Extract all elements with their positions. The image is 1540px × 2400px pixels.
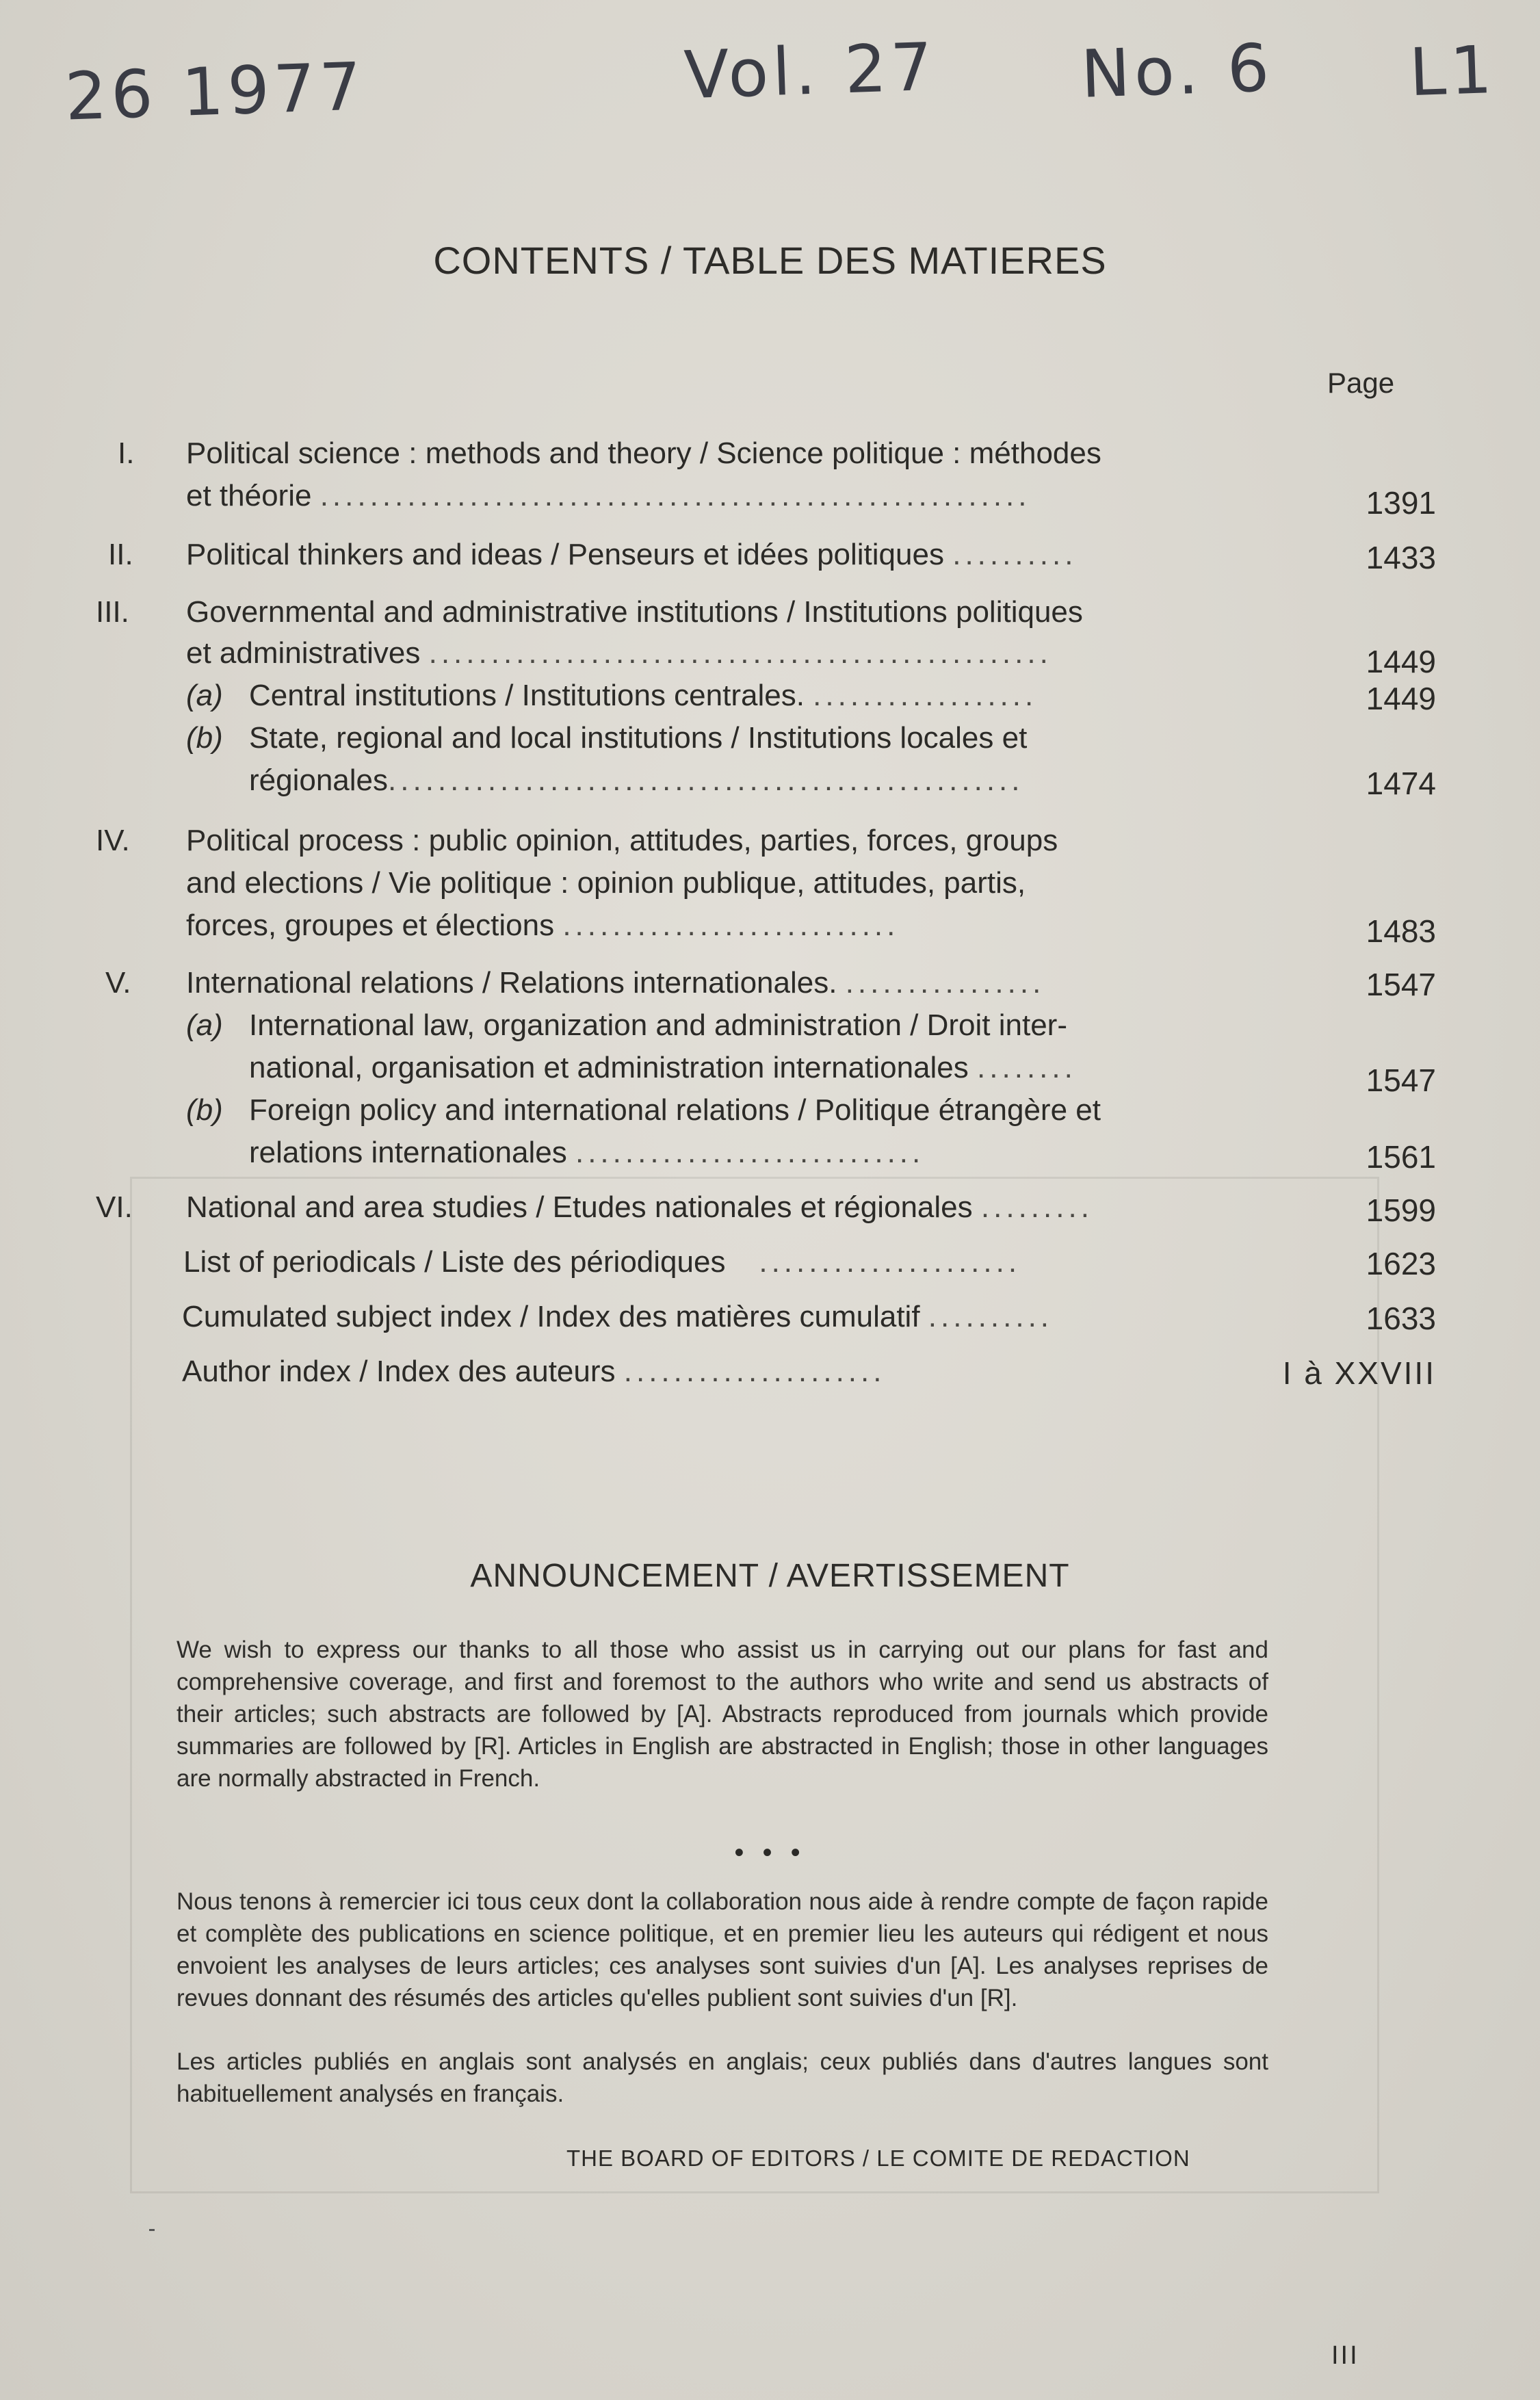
toc-entry-line: forces, groupes et élections ........................... xyxy=(186,909,900,942)
stray-mark xyxy=(149,2229,155,2231)
toc-page-number: I à XXVIII xyxy=(1282,1355,1436,1391)
announcement-french: Nous tenons à remercier ici tous ceux dont la collaboration nous aide à rendre compte de façon rapide et complète des publications en science politique, et en premier lieu les auteurs qui rédigent et nous envoient les analyses de leurs articles; ces analyses sont suivies d'un [A]. Les analyses reprises de revues donnant des résumés des articles qu'elles publient sont suivies d'un [R]. xyxy=(177,1888,1268,2011)
toc-entry-line: et théorie ......................................................... xyxy=(186,479,1031,512)
announcement-english: We wish to express our thanks to all those who assist us in carrying out our plans for fast and comprehensive coverage, and first and foremost to the authors who write and send us abstracts of their articles; such abstracts are followed by [A]. Abstracts reproduced from journals which provide summaries are followed by [R]. Articles in English are abstracted in English; those in other languages are normally abstracted in French. xyxy=(177,1636,1268,1792)
toc-entry-line: relations internationales ............................ xyxy=(249,1136,925,1169)
toc-number: IV. xyxy=(96,824,130,857)
toc-number: II. xyxy=(108,538,133,571)
toc-entry-line: Foreign policy and international relations / Politique étrangère et xyxy=(249,1093,1101,1127)
toc-entry-line: International relations / Relations internationales. ................ xyxy=(186,966,1045,1000)
announcement-french-2: Les articles publiés en anglais sont analysés en anglais; ceux publiés dans d'autres langues sont habituellement analysés en français. xyxy=(177,2048,1268,2107)
toc-page-number: 1433 xyxy=(1366,540,1436,575)
toc-page-number: 1449 xyxy=(1366,644,1436,679)
handwritten-volume: Vol. 27 xyxy=(683,28,938,114)
toc-entry-line: national, organisation et administration internationales ........ xyxy=(249,1051,1077,1084)
page-column-header: Page xyxy=(1327,367,1395,399)
handwritten-number: No. 6 xyxy=(1080,29,1275,113)
toc-number: I. xyxy=(118,436,135,470)
toc-number: V. xyxy=(105,966,131,1000)
toc-entry-line: International law, organization and administration / Droit inter- xyxy=(249,1008,1067,1042)
toc-page-number: 1483 xyxy=(1366,913,1436,949)
toc-entry-line: Political thinkers and ideas / Penseurs et idées politiques .......... xyxy=(186,538,1078,571)
toc-entry-line: Governmental and administrative institutions / Institutions politiques xyxy=(186,595,1083,629)
toc-page-number: 1623 xyxy=(1366,1246,1436,1281)
toc-entry-line: Cumulated subject index / Index des matières cumulatif .......... xyxy=(182,1300,1054,1333)
handwritten-date: 26 1977 xyxy=(64,48,367,135)
toc-page-number: 1547 xyxy=(1366,1062,1436,1098)
toc-page-number: 1449 xyxy=(1366,681,1436,716)
toc-entry-line: régionales................................................... xyxy=(249,764,1024,797)
editors-signature: THE BOARD OF EDITORS / LE COMITE DE REDACTION xyxy=(566,2145,1190,2171)
toc-subnumber: (a) xyxy=(186,679,223,712)
toc-page-number: 1599 xyxy=(1366,1192,1436,1228)
toc-page-number: 1474 xyxy=(1366,766,1436,801)
toc-subnumber: (b) xyxy=(186,1093,223,1127)
toc-entry-line: Political science : methods and theory / Science politique : méthodes xyxy=(186,436,1101,470)
toc-subnumber: (b) xyxy=(186,721,223,755)
toc-page-number: 1633 xyxy=(1366,1301,1436,1336)
toc-entry-line: State, regional and local institutions / Institutions locales et xyxy=(249,721,1028,755)
toc-subnumber: (a) xyxy=(186,1008,223,1042)
announcement-title: ANNOUNCEMENT / AVERTISSEMENT xyxy=(470,1558,1070,1594)
toc-entry-line: Central institutions / Institutions centrales. .................. xyxy=(249,679,1038,712)
toc-entry-line: List of periodicals / Liste des périodiques ..................... xyxy=(183,1245,1021,1279)
handwritten-code: L1 xyxy=(1408,31,1498,112)
toc-page-number: 1391 xyxy=(1366,485,1436,521)
toc-entry-line: National and area studies / Etudes nationales et régionales ......... xyxy=(186,1190,1093,1224)
toc-page-number: 1547 xyxy=(1366,967,1436,1002)
toc-entry-line: Author index / Index des auteurs ..................... xyxy=(182,1355,886,1388)
toc-entry-line: and elections / Vie politique : opinion publique, attitudes, partis, xyxy=(186,866,1026,900)
toc-number: III. xyxy=(96,595,129,629)
toc-number: VI. xyxy=(96,1190,133,1224)
toc-entry-line: et administratives .................................................. xyxy=(186,636,1052,670)
section-separator: • • • xyxy=(734,1838,806,1868)
contents-title: CONTENTS / TABLE DES MATIERES xyxy=(433,239,1107,282)
page-folio: III xyxy=(1331,2341,1359,2370)
toc-page-number: 1561 xyxy=(1366,1139,1436,1175)
toc-entry-line: Political process : public opinion, attitudes, parties, forces, groups xyxy=(186,824,1058,857)
